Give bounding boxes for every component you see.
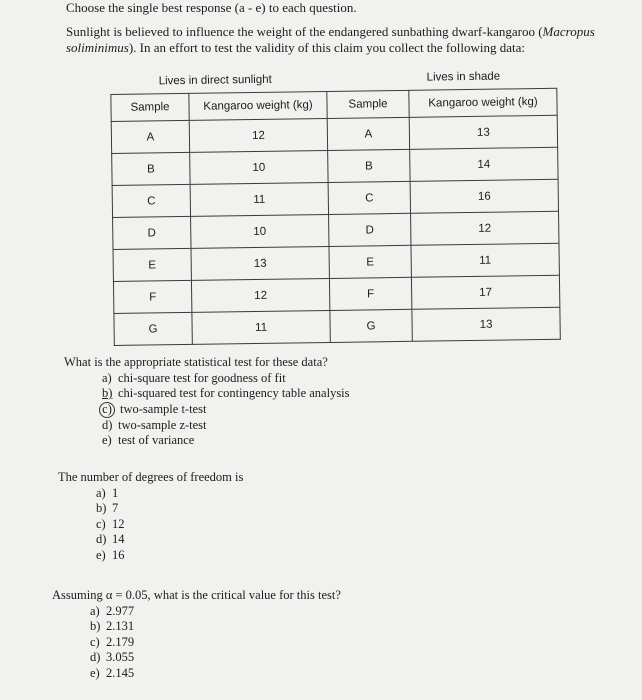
option-a[interactable]: a) 1 <box>96 485 119 500</box>
table-cell: 17 <box>411 275 559 309</box>
data-table <box>110 64 561 346</box>
question-stem: Assuming α = 0.05, what is the critical value for this test? <box>52 588 341 602</box>
table-cell: 12 <box>191 278 329 312</box>
table-cell: D <box>113 216 191 249</box>
table-cell: F <box>329 277 411 310</box>
table-cell: 11 <box>192 310 330 344</box>
column-header: Sample <box>111 93 189 121</box>
intro-part2: ). In an effort to test the validity of this claim you collect the following data: <box>128 40 526 55</box>
option-e[interactable]: e) 16 <box>96 547 125 562</box>
option-d[interactable]: d) 14 <box>96 532 125 546</box>
table-row <box>114 307 560 345</box>
question-stem: What is the appropriate statistical test for these data? <box>64 355 328 369</box>
table-cell: 11 <box>411 243 559 277</box>
table-cell: E <box>329 245 411 278</box>
question-3 <box>52 588 341 681</box>
option-b[interactable]: b) 7 <box>96 501 119 515</box>
table-cell: 13 <box>412 307 560 341</box>
column-header: Kangaroo weight (kg) <box>409 88 557 117</box>
option-b[interactable]: b) 2.131 <box>90 619 135 633</box>
option-d[interactable]: d) two-sample z-test <box>102 417 207 432</box>
table-cell: D <box>329 213 411 246</box>
options-list <box>58 486 243 564</box>
table-cell: E <box>113 248 191 281</box>
option-e[interactable]: e) test of variance <box>102 433 195 447</box>
question-2 <box>58 470 243 563</box>
intro-part1: Sunlight is believed to influence the weight of the endangered sunbathing dwarf-kangaroo ( <box>66 24 543 39</box>
group-header-sunlight: Lives in direct sunlight <box>110 67 326 95</box>
intro-paragraph <box>66 24 606 56</box>
table-cell: F <box>113 280 191 313</box>
table-cell: C <box>328 181 410 214</box>
options-list <box>52 604 341 682</box>
table-cell: 10 <box>191 214 329 248</box>
option-c-selected[interactable]: c) two-sample t-test <box>102 402 350 418</box>
table-cell: 16 <box>410 179 558 213</box>
question-stem: The number of degrees of freedom is <box>58 470 244 484</box>
option-a[interactable]: a) 2.977 <box>90 603 135 618</box>
group-header-shade: Lives in shade <box>326 64 556 92</box>
table-cell: 14 <box>410 147 558 181</box>
table-cell: A <box>111 120 189 153</box>
table-cell: A <box>327 117 409 150</box>
table-cell: 11 <box>190 182 328 216</box>
table-cell: B <box>112 152 190 185</box>
option-c[interactable]: c) 12 <box>96 516 125 531</box>
option-c[interactable]: c) 2.179 <box>90 634 135 649</box>
circled-option-marker: c) <box>99 402 115 418</box>
table-cell: 10 <box>190 150 328 184</box>
option-b[interactable]: b) chi-squared test for contingency table analysis <box>102 386 350 400</box>
table-cell: 12 <box>411 211 559 245</box>
species-name: Macropus soliminimus <box>66 24 595 55</box>
table-cell: B <box>328 149 410 182</box>
option-d[interactable]: d) 3.055 <box>90 650 135 664</box>
question-1 <box>64 355 350 449</box>
options-list <box>64 371 350 449</box>
table-cell: 13 <box>191 246 329 280</box>
table-cell: G <box>114 312 192 345</box>
table-cell: C <box>112 184 190 217</box>
table-cell: G <box>330 309 412 342</box>
instruction-text: Choose the single best response (a - e) to each question. <box>66 0 357 15</box>
table-cell: 12 <box>189 118 327 152</box>
column-header: Kangaroo weight (kg) <box>189 91 327 120</box>
option-e[interactable]: e) 2.145 <box>90 665 135 680</box>
column-header: Sample <box>327 90 409 118</box>
table-cell: 13 <box>409 115 557 149</box>
option-a[interactable]: a) chi-square test for goodness of fit <box>102 370 286 385</box>
